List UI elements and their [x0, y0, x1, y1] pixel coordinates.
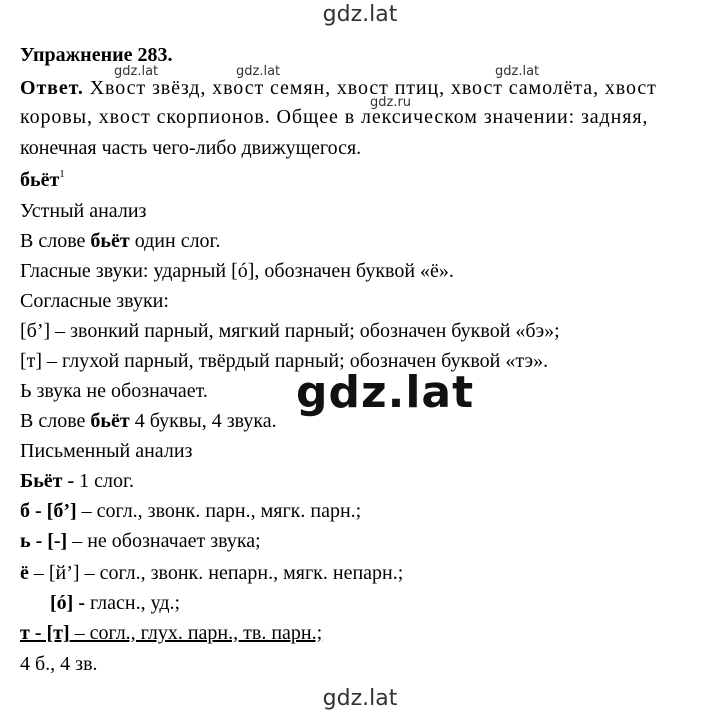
oral-soft-sign: Ь звука не обозначает.	[20, 380, 208, 402]
analysed-word: бьёт$^1$	[20, 168, 65, 191]
watermark-bottom: gdz.lat	[322, 686, 398, 711]
watermark-small-ru: gdz.ru	[370, 95, 412, 110]
written-syllable: Бьёт - 1 слог.	[20, 470, 134, 492]
written-letter-t: т - [т] – согл., глух. парн., тв. парн.;	[20, 622, 323, 644]
watermark-small: gdz.lat	[236, 64, 281, 79]
written-letter-yo: ё – [й’] – согл., звонк. непарн., мягк. непарн.;	[20, 562, 404, 584]
oral-heading: Устный анализ	[20, 200, 147, 222]
watermark-center: gdz.lat	[296, 367, 475, 418]
answer-line-2: коровы, хвост скорпионов. Общее в лексическом значении: задняя,	[20, 106, 649, 128]
written-letter-b: б - [б’] – согл., звонк. парн., мягк. парн.;	[20, 500, 362, 522]
oral-syllables: В слове бьёт один слог.	[20, 230, 221, 252]
written-letter-soft: ь - [-] – не обозначает звука;	[20, 530, 261, 552]
exercise-title: Упражнение 283.	[20, 44, 173, 66]
written-heading: Письменный анализ	[20, 440, 193, 462]
oral-consonants-heading: Согласные звуки:	[20, 290, 169, 312]
oral-vowels: Гласные звуки: ударный [ó], обозначен буквой «ё».	[20, 260, 454, 282]
written-letter-o: [ó] - гласн., уд.;	[50, 592, 181, 614]
answer-label: Ответ.	[20, 77, 84, 99]
answer-line-3: конечная часть чего-либо движущегося.	[20, 137, 362, 159]
oral-consonant-t: [т] – глухой парный, твёрдый парный; обозначен буквой «тэ».	[20, 350, 549, 372]
watermark-top: gdz.lat	[322, 2, 398, 27]
watermark-small: gdz.lat	[495, 64, 540, 79]
watermark-small: gdz.lat	[114, 64, 159, 79]
oral-count: В слове бьёт 4 буквы, 4 звука.	[20, 410, 277, 432]
answer-line-1: Ответ. Хвост звёзд, хвост семян, хвост птиц, хвост самолёта, хвост	[20, 77, 657, 99]
oral-consonant-b: [б’] – звонкий парный, мягкий парный; обозначен буквой «бэ»;	[20, 320, 560, 342]
written-total: 4 б., 4 зв.	[20, 653, 98, 675]
